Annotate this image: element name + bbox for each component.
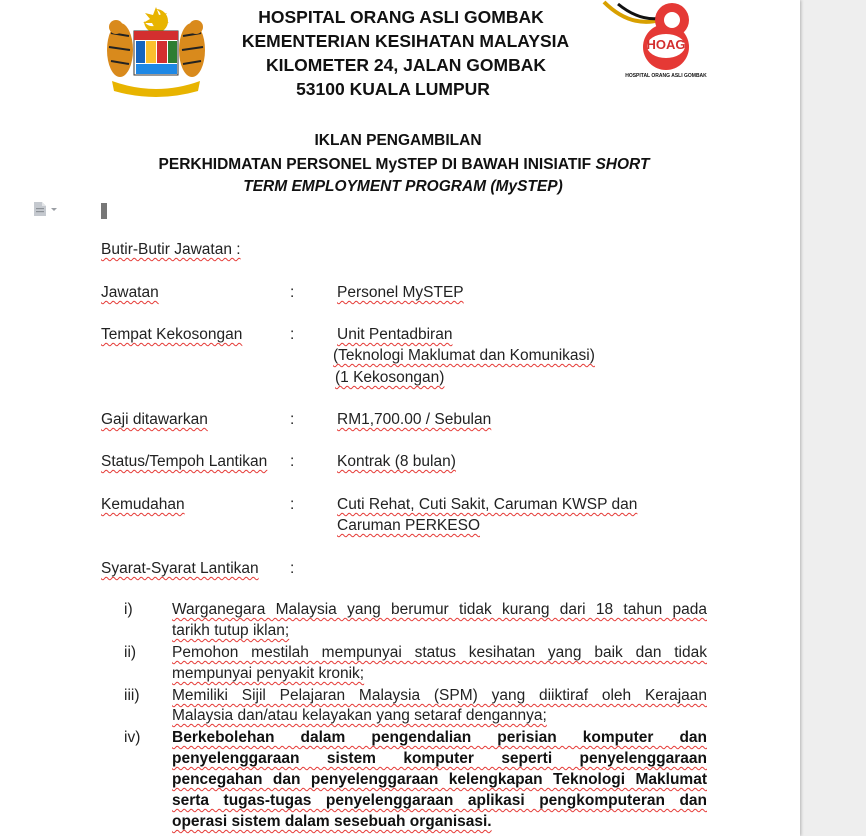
req-line: operasi sistem dalam sesebuah organisasi. bbox=[172, 813, 492, 830]
requirements-sep: : bbox=[290, 560, 295, 577]
header-line-1: HOSPITAL ORANG ASLI GOMBAK bbox=[258, 7, 544, 27]
req-line: tarikh tutup iklan; bbox=[172, 622, 290, 639]
row-label-jawatan: Jawatan bbox=[101, 284, 159, 301]
row-sep: : bbox=[290, 453, 295, 470]
text-cursor bbox=[101, 203, 107, 219]
requirements-heading: Syarat-Syarat Lantikan bbox=[101, 560, 259, 577]
row-value: RM1,700.00 / Sebulan bbox=[337, 411, 492, 428]
ad-subtitle-italic: SHORT bbox=[595, 156, 650, 173]
row-value: Kontrak (8 bulan) bbox=[337, 453, 456, 470]
details-heading: Butir-Butir Jawatan : bbox=[101, 241, 241, 258]
row-label-status: Status/Tempoh Lantikan bbox=[101, 453, 268, 470]
req-number: iii) bbox=[124, 687, 140, 704]
ad-subtitle-line-1 bbox=[126, 156, 682, 174]
row-value: (1 Kekosongan) bbox=[335, 369, 445, 386]
req-number: iv) bbox=[124, 729, 141, 746]
req-line: Pemohon mestilah mempunyai status kesihatan yang baik dan tidak bbox=[172, 644, 707, 661]
header-line-4: 53100 KUALA LUMPUR bbox=[296, 79, 490, 99]
req-line: pencegahan dan penyelenggaraan kelengkapan Teknologi Maklumat bbox=[172, 771, 707, 788]
document-icon[interactable] bbox=[33, 201, 61, 217]
req-line: Berkebolehan dalam pengendalian perisian komputer dan bbox=[172, 729, 707, 746]
req-line: Malaysia dan/atau kelayakan yang setaraf dengannya; bbox=[172, 707, 547, 724]
header-line-2: KEMENTERIAN KESIHATAN MALAYSIA bbox=[241, 31, 570, 51]
coat-of-arms-emblem bbox=[100, 5, 212, 97]
row-value: Caruman PERKESO bbox=[337, 517, 480, 534]
ad-title: IKLAN PENGAMBILAN bbox=[314, 132, 482, 149]
req-line: penyelenggaraan sistem komputer seperti penyelenggaraan bbox=[172, 750, 707, 767]
row-label-kemudahan: Kemudahan bbox=[101, 496, 185, 513]
req-line: mempunyai penyakit kronik; bbox=[172, 665, 365, 682]
req-line: Warganegara Malaysia yang berumur tidak kurang dari 18 tahun pada bbox=[172, 601, 707, 618]
header-line-3: KILOMETER 24, JALAN GOMBAK bbox=[265, 55, 547, 75]
row-sep: : bbox=[290, 326, 295, 343]
req-line: serta tugas-tugas penyelenggaraan aplikasi pengkomputeran dan bbox=[172, 792, 707, 809]
req-line: Memiliki Sijil Pelajaran Malaysia (SPM) yang diiktiraf oleh Kerajaan bbox=[172, 687, 707, 704]
row-value: Personel MySTEP bbox=[337, 284, 464, 301]
ad-subtitle-normal: PERKHIDMATAN PERSONEL MySTEP DI BAWAH INISIATIF bbox=[158, 156, 596, 173]
row-sep: : bbox=[290, 411, 295, 428]
hoag-logo-mark bbox=[600, 0, 710, 72]
row-label-tempat: Tempat Kekosongan bbox=[101, 326, 243, 343]
row-sep: : bbox=[290, 284, 295, 301]
hoag-logo-caption: HOSPITAL ORANG ASLI GOMBAK bbox=[625, 73, 707, 79]
hoag-logo bbox=[600, 0, 710, 84]
hoag-logo-text: HOAG bbox=[646, 37, 686, 52]
row-label-gaji: Gaji ditawarkan bbox=[101, 411, 208, 428]
row-value: Cuti Rehat, Cuti Sakit, Caruman KWSP dan bbox=[337, 496, 638, 513]
row-sep: : bbox=[290, 496, 295, 513]
req-number: ii) bbox=[124, 644, 137, 661]
req-number: i) bbox=[124, 601, 133, 618]
ad-subtitle-line-2: TERM EMPLOYMENT PROGRAM (MySTEP) bbox=[243, 178, 563, 195]
row-value: Unit Pentadbiran bbox=[337, 326, 453, 343]
row-value: (Teknologi Maklumat dan Komunikasi) bbox=[333, 347, 595, 364]
